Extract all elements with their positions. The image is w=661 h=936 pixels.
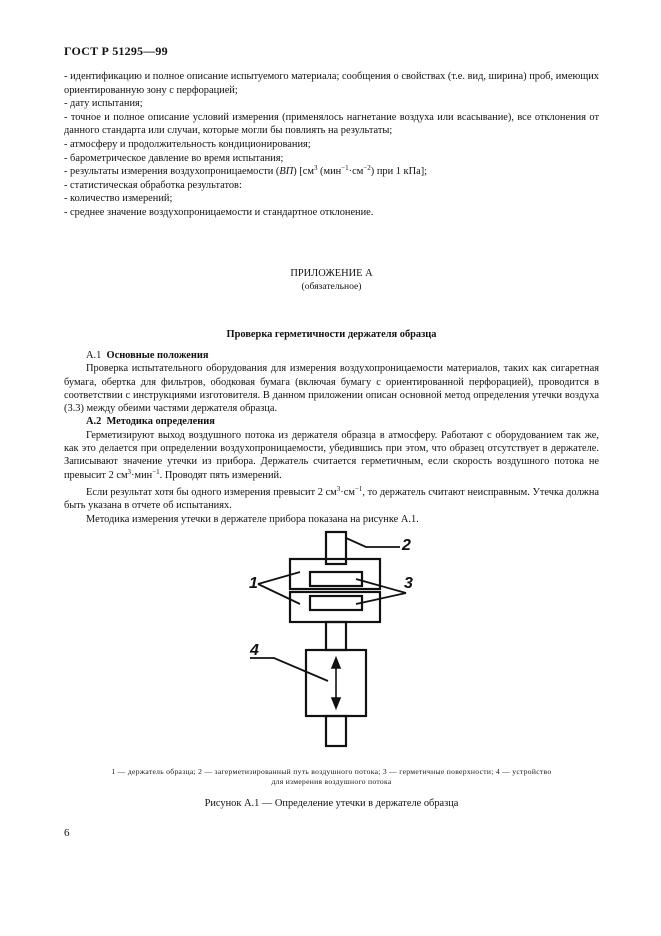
leak-test-figure [220,528,450,758]
a2-paragraph-2: Если результат хотя бы одного измерения превысит 2 $см^3\cdot см^{-1}$, то держатель считают неисправным. Утечка должна быть указана в отчете об испытаниях. [64,484,599,512]
list-item: - барометрическое давление во время испытания; [64,152,284,164]
document-header: ГОСТ Р 51295—99 [64,44,168,58]
a2-heading: А.2 Методика определения [86,416,215,428]
list-item: - дату испытания; [64,98,143,110]
list-item-results: - результаты измерения воздухопроницаемости (ВП) [$см^3$ $(мин^{-1}\cdot см^{-2})$ при 1 кПа]; [64,164,428,178]
appendix-body [64,349,599,526]
page-number: 6 [64,827,70,839]
flow-arrow-icon [332,658,340,708]
list-item: - атмосферу и продолжительность кондиционирования; [64,138,311,150]
a2-paragraph-1: Герметизируют выход воздушного потока из держателя образца в атмосферу. Работают с оборудованием так же, как это делается при определении воздухопроницаемости, убедившись при этом, что образец отсутствует в держателе. Записывают значение утечки из прибора. Держатель считается герметичным, если скорость воздушного потока не превысит 2 $см^3\cdot мин^{-1}$. Проводят пять измерений. [64,429,599,481]
report-items-list [64,70,599,220]
list-item: - точное и полное описание условий измерения (применялось нагнетание воздуха или всасывание), все отклонения от данного стандарта или случаи, которые могли бы повлиять на результаты; [64,111,599,137]
a2-paragraph-3: Методика измерения утечки в держателе прибора показана на рисунке А.1. [86,513,419,525]
a1-heading: А.1 Основные положения [86,350,209,361]
list-item: - статистическая обработка результатов: [64,179,242,191]
legend-line-1: 1 — держатель образца; 2 — загерметизированный путь воздушного потока; 3 — герметичные поверхности; 4 — устройство [111,767,552,776]
bottom-tube [326,716,346,746]
label-2: 2 [402,537,411,554]
section-title: Проверка герметичности держателя образца [226,329,437,340]
list-item: - идентификацию и полное описание испытуемого материала; сообщения о свойствах (т.е. вид, ширина) проб, имеющих ориентированную зону с перфорацией; [64,71,599,96]
upper-seal-plate [310,572,362,586]
list-item: - количество измерений; [64,193,173,205]
appendix-title: ПРИЛОЖЕНИЕ А [290,268,373,279]
leader-1b [258,584,300,604]
leader-4 [250,658,328,681]
lower-seal-plate [310,596,362,610]
list-item: - среднее значение воздухопроницаемости и стандартное отклонение. [64,206,374,218]
a1-paragraph: Проверка испытательного оборудования для измерения воздухопроницаемости материалов, таких как сигаретная бумага, обертка для фильтров, ободковая бумага (включая бумагу с ориентированной перфорацией), проводится в соответствии с инструкциями изготовителя. В данном приложении описан основной метод определения утечки воздуха (3.3) между обеими частями держателя образца. [64,363,599,415]
label-1: 1 [249,575,258,592]
appendix-subtitle: (обязательное) [301,281,362,292]
leader-1a [258,572,300,584]
label-4: 4 [250,642,259,659]
figure-legend [64,767,599,787]
middle-tube [326,622,346,650]
leader-2 [346,538,400,547]
legend-line-2: для измерения воздушного потока [271,777,392,786]
label-3: 3 [404,575,413,592]
figure-title: Рисунок А.1 — Определение утечки в держателе образца [204,798,459,809]
